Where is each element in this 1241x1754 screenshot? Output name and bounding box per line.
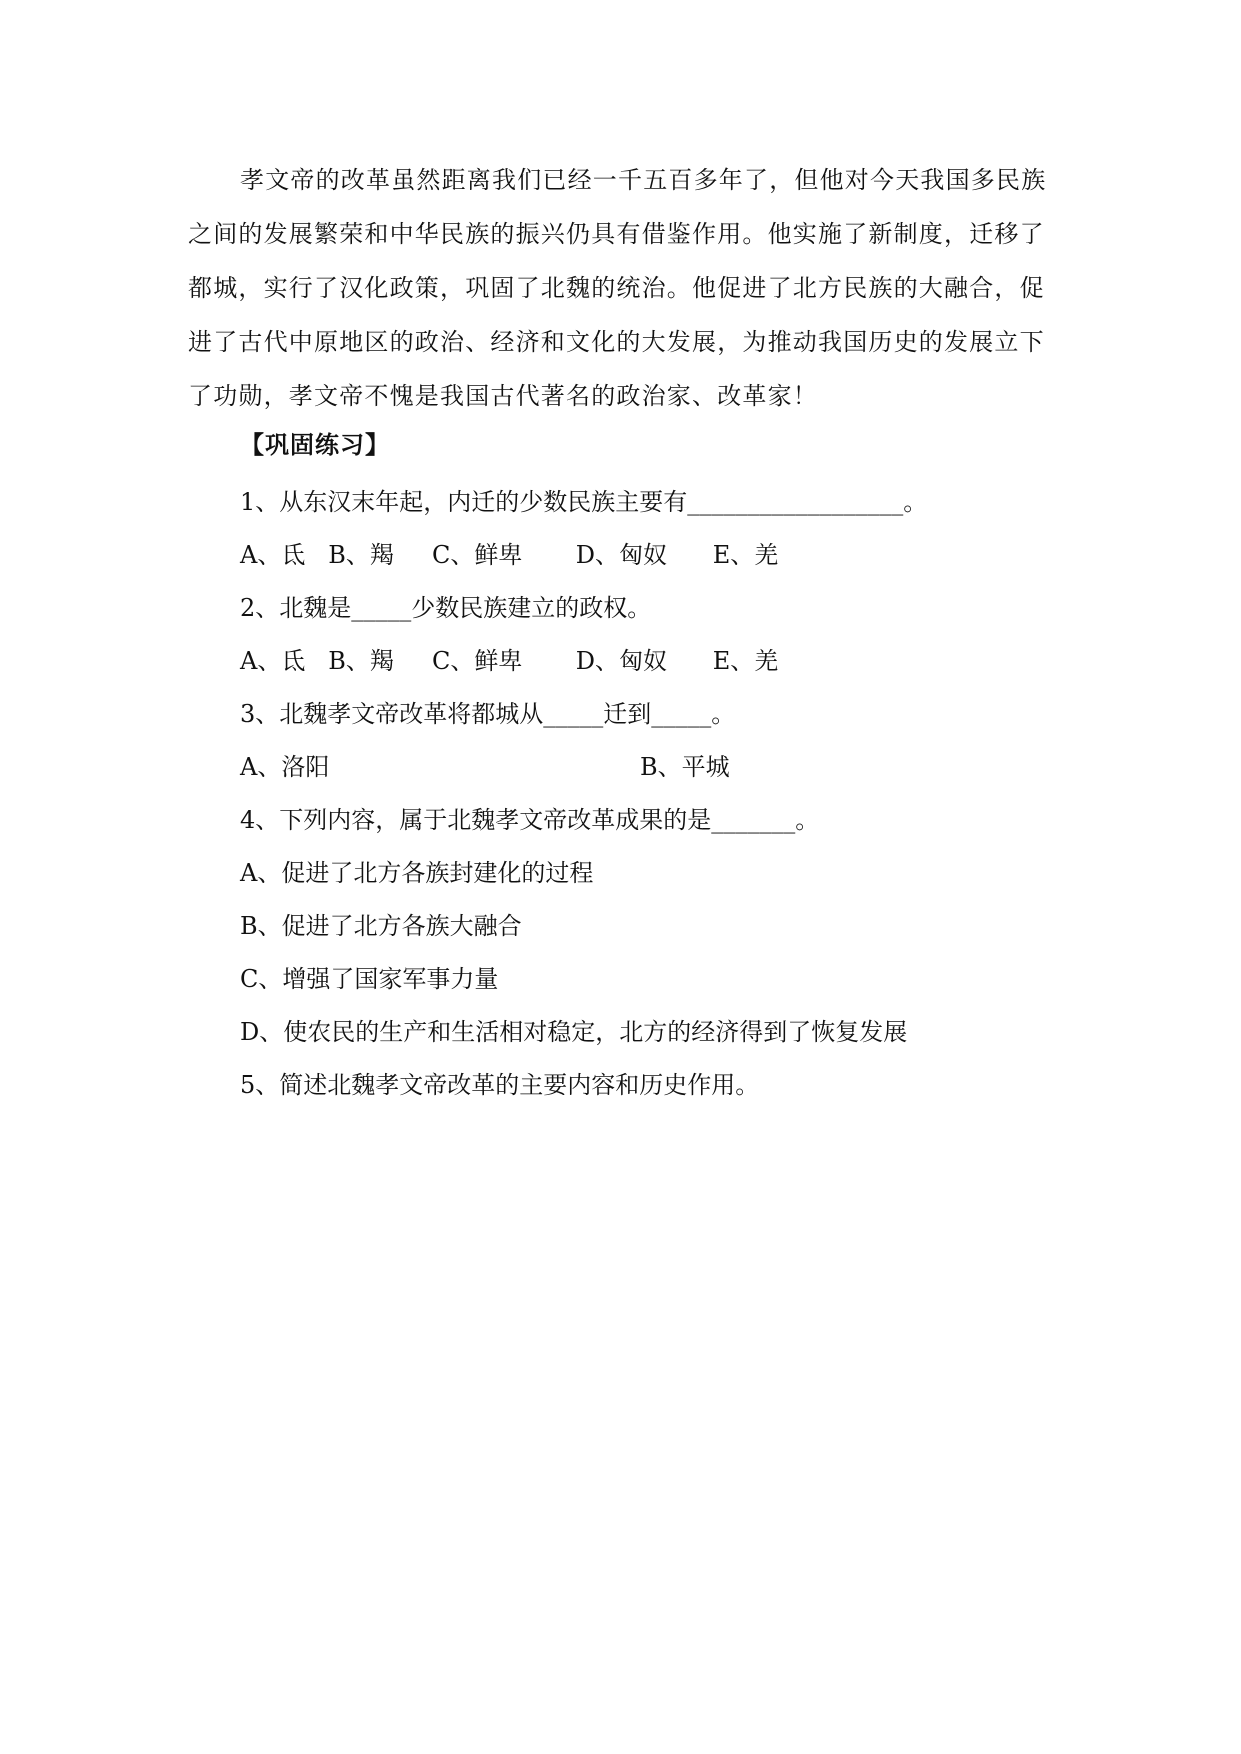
question-3-option-b: B、平城 [640,753,730,781]
question-1: 1、从东汉末年起，内迁的少数民族主要有__________________。 [240,488,928,516]
question-4: 4、下列内容，属于北魏孝文帝改革成果的是_______。 [240,806,820,834]
question-2: 2、北魏是_____少数民族建立的政权。 [240,594,652,622]
question-4-option-c: C、增强了国家军事力量 [240,965,499,993]
question-5: 5、简述北魏孝文帝改革的主要内容和历史作用。 [240,1071,760,1099]
question-4-option-a: A、促进了北方各族封建化的过程 [240,859,594,887]
exercise-heading: 【巩固练习】 [240,430,390,459]
question-3: 3、北魏孝文帝改革将都城从_____迁到_____。 [240,700,736,728]
question-4-option-d: D、使农民的生产和生活相对稳定，北方的经济得到了恢复发展 [240,1018,908,1046]
intro-paragraph: 孝文帝的改革虽然距离我们已经一千五百多年了，但他对今天我国多民族之间的发展繁荣和中华民族的振兴仍具有借鉴作用。他实施了新制度，迁移了都城，实行了汉化政策，巩固了北魏的统治。他促进了北方民族的大融合，促进了古代中原地区的政治、经济和文化的大发展，为推动我国历史的发展立下了功勋，孝文帝不愧是我国古代著名的政治家、改革家！ [188,166,1047,410]
question-3-option-a: A、洛阳 [240,753,330,781]
question-2-options: A、氐 B、羯 C、鲜卑 D、匈奴 E、羌 [240,647,779,675]
question-4-option-b: B、促进了北方各族大融合 [240,912,522,940]
question-1-options: A、氐 B、羯 C、鲜卑 D、匈奴 E、羌 [240,541,779,569]
